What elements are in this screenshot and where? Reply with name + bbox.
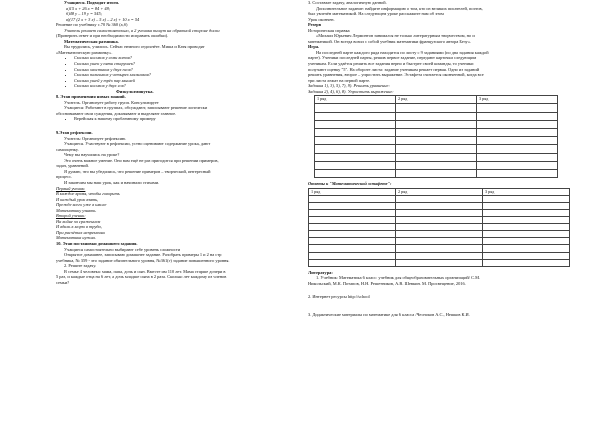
table-cell bbox=[309, 195, 396, 202]
text-line: Учитель решает самостоятельно, а 2 ученика пишут на обратной стороне доски bbox=[64, 27, 220, 33]
table-row bbox=[315, 120, 558, 128]
table-cell bbox=[396, 145, 477, 153]
table-row bbox=[309, 202, 570, 209]
table-cell bbox=[396, 195, 483, 202]
table-cell bbox=[477, 120, 558, 128]
right-column bbox=[308, 0, 576, 424]
table-header-cell: 3 ряд bbox=[483, 188, 570, 195]
table-cell bbox=[309, 224, 396, 231]
table-cell bbox=[396, 112, 477, 120]
poem-speaker: Первый ученик: bbox=[56, 185, 86, 191]
poem-line: В каждое время, чтобы говорить bbox=[56, 191, 120, 197]
table-cell bbox=[477, 104, 558, 112]
table-cell bbox=[396, 153, 477, 161]
table-row bbox=[315, 96, 558, 104]
text-line: Открытое домашнее, записываю домашнее задание. Разобрать примеры 1 и 2 на стр bbox=[64, 252, 222, 258]
table-cell bbox=[396, 104, 477, 112]
table-header-cell: 3 ряд bbox=[477, 96, 558, 104]
table-cell bbox=[315, 129, 396, 137]
table-cell bbox=[483, 245, 570, 252]
table-cell bbox=[315, 169, 396, 177]
table-cell bbox=[483, 259, 570, 266]
table-row bbox=[315, 169, 558, 177]
table-cell bbox=[483, 202, 570, 209]
equation-b: б)48 у – 19 у = 545; bbox=[66, 11, 103, 17]
table-row bbox=[309, 195, 570, 202]
table-cell bbox=[477, 137, 558, 145]
table-cell bbox=[477, 129, 558, 137]
table-row bbox=[309, 224, 570, 231]
table-cell bbox=[309, 217, 396, 224]
table-cell bbox=[315, 161, 396, 169]
table-cell bbox=[483, 217, 570, 224]
text-line: Учитель: Организует рефлексию. bbox=[64, 135, 127, 141]
table-cell bbox=[477, 153, 558, 161]
section-heading: Физкультминутка. bbox=[116, 88, 154, 94]
literature-item: Никольский, М.К. Потапов, Н.Н. Решетников, А.В. Шевкин. М. Просвещение, 2016. bbox=[308, 280, 466, 286]
table-row bbox=[309, 252, 570, 259]
poem-line: На войне за сражением bbox=[56, 218, 101, 224]
text-line: Историческая справка bbox=[308, 27, 350, 33]
list-item: • Сколько хвостиков у двух псов? bbox=[74, 67, 296, 73]
text-line: «Михаил Юрьевич Лермонтов занимался не только литературным творчеством, но и bbox=[316, 33, 475, 39]
table-cell bbox=[396, 224, 483, 231]
text-line: Чему вы научились на уроке? bbox=[64, 152, 120, 158]
table-cell bbox=[315, 153, 396, 161]
text-line: На последней парте каждого ряда находится по листу с 9 заданиями (по два задания каждой bbox=[316, 49, 489, 55]
text-line: обосновывают свои суждения, доказывают и выделяют главное. bbox=[56, 110, 177, 116]
answers-table bbox=[308, 188, 570, 267]
table-cell bbox=[396, 210, 483, 217]
table-header-cell: 1 ряд bbox=[309, 188, 396, 195]
table-cell bbox=[396, 217, 483, 224]
text-line: три листа лежат на первой парте. bbox=[308, 77, 371, 83]
answers-title: Ответы к "Математической эстафете": bbox=[308, 181, 392, 187]
text-line: Это очень важное умение. Оно вам ещё не раз пригодится при решении примеров, bbox=[64, 157, 219, 163]
text-line: самооценку. bbox=[56, 146, 79, 152]
table-cell bbox=[315, 120, 396, 128]
table-row bbox=[315, 153, 558, 161]
text-line: (Проверить ответ и при необходимости исправить ошибки). bbox=[56, 33, 169, 39]
text-line: Я думаю, что вы убедились, что решение примеров – творческий, интересный bbox=[64, 168, 211, 174]
text-line: Учащиеся самостоятельно выбирают себе уровень сложности bbox=[64, 246, 181, 252]
text-line: Вы трудились, учились. Сейчас немного отдохнёте. Миша и Катя проводят bbox=[64, 44, 205, 50]
section-heading: 9.Этап рефлексии. bbox=[56, 130, 93, 136]
text-line: Задания 2), 4), 6), 8). Упростить выражение: bbox=[308, 88, 394, 94]
table-cell bbox=[396, 129, 477, 137]
poem-line: Математика нужна. bbox=[56, 235, 96, 241]
section-heading: 10. Этап постановки домашнего задания. bbox=[56, 240, 138, 246]
table-cell bbox=[396, 202, 483, 209]
poem-speaker: Второй ученик: bbox=[56, 213, 86, 219]
equation-c: в)(17 (2 х + 3 х) – 5 х) – 2 х) + 10 х = 54 bbox=[66, 16, 140, 22]
list-item: • Сколько ушей у трёх пар мышей bbox=[74, 78, 296, 84]
text-line: 5 раз, и каждые отца на 6 лет, а дочь младше сына в 2 раза. Сколько лет каждому из членов bbox=[56, 274, 227, 280]
literature-heading: Литература: bbox=[308, 269, 333, 275]
table-row bbox=[309, 259, 570, 266]
text-line: Учитель. Организует работу групп. Консультирует bbox=[64, 99, 159, 105]
list-item: • Сколько носиков у семи котов? bbox=[74, 55, 296, 61]
table-row bbox=[315, 104, 558, 112]
text-line: 3. Составьте задачу, аналогичную данной. bbox=[308, 0, 387, 5]
table-row bbox=[309, 210, 570, 217]
table-cell bbox=[396, 120, 477, 128]
table-row bbox=[315, 137, 558, 145]
text-line: процесс. bbox=[56, 174, 73, 180]
table-cell bbox=[477, 145, 558, 153]
text-line: математикой. Он всегда возил с собой учебник математики французского автора Безу». bbox=[308, 38, 472, 44]
text-line: И закончим мы наш урок, как и начинали стихами. bbox=[64, 179, 160, 185]
table-cell bbox=[477, 161, 558, 169]
literature-item: 3. Дидактические материалы по математике для 6 класса /Чесноков А.С., Нешков К.И. bbox=[308, 311, 470, 317]
table-cell bbox=[315, 104, 396, 112]
section-heading: Игра. bbox=[308, 44, 320, 50]
table-cell bbox=[483, 210, 570, 217]
left-column bbox=[56, 0, 296, 424]
table-cell bbox=[483, 231, 570, 238]
table-cell bbox=[315, 112, 396, 120]
text-line: ученикам. Если удаётся решить все задания верно и быстрее своей команды, то ученики bbox=[308, 61, 474, 67]
text-line: был увлечён математикой. На следующем уроке расскажите нам об этом bbox=[308, 11, 444, 17]
table-cell bbox=[315, 137, 396, 145]
text-line: Учащиеся. Участвуют в рефлексии, устно оценивают содержание урока, дают bbox=[64, 141, 211, 147]
list-item: • Сколько носиков у двух сов? bbox=[74, 83, 296, 89]
table-row bbox=[315, 112, 558, 120]
text-line: решить уравнения, второе – упростить выражение. Эстафета считается оконченной, когда все bbox=[308, 72, 484, 78]
poem-line: И вдаль к морю в труда, bbox=[56, 224, 102, 230]
section-heading: Резерв bbox=[308, 22, 322, 28]
table-row bbox=[315, 145, 558, 153]
table-cell bbox=[477, 169, 558, 177]
list-item: • Сколько пальчиков у четырех мальчиков? bbox=[74, 72, 296, 78]
table-row bbox=[315, 161, 558, 169]
table-header-cell: 2 ряд bbox=[396, 96, 477, 104]
text-line: Учащиеся. Подводят итоги. bbox=[64, 0, 120, 5]
poem-line: Прежде всего уже в школе bbox=[56, 202, 107, 208]
table-cell bbox=[477, 112, 558, 120]
relay-table bbox=[314, 95, 558, 178]
text-line: Учащиеся: Работают в группах, обсуждают, записывают решение логически bbox=[64, 105, 208, 111]
text-line: парте). Ученики последней парты, решив первое задание, передают карточки следующим bbox=[308, 55, 477, 61]
riddle-list bbox=[56, 55, 296, 88]
table-cell bbox=[483, 195, 570, 202]
table-header-cell: 2 ряд bbox=[396, 188, 483, 195]
text-line: Решение по учебнику с.70 № 360 (а,б) bbox=[56, 22, 128, 28]
table-cell bbox=[396, 137, 477, 145]
text-line: получают оценку "5". На обороте листа: задание ученикам решает первая. Одно из заданий bbox=[308, 66, 480, 72]
section-heading: Математическая разминка. bbox=[64, 38, 119, 44]
table-cell bbox=[396, 161, 477, 169]
text-line: Задания 1), 3), 5), 7), 9). Решить уравнение: bbox=[308, 83, 390, 89]
literature-item: 2. Интернет ресурсы http://school bbox=[308, 294, 370, 300]
poem-line: И каждый урок взять, bbox=[56, 196, 99, 202]
list-item: • Сколько ушек у пяти старушек? bbox=[74, 61, 296, 67]
list-item: • Верейская к нашему проблемному примеру bbox=[74, 116, 296, 122]
table-row bbox=[315, 129, 558, 137]
table-cell bbox=[309, 259, 396, 266]
text-line: 2. Решите задачу. bbox=[64, 263, 97, 269]
table-cell bbox=[309, 231, 396, 238]
equation-a: a)15 х + 26 х = 84 + 48; bbox=[66, 5, 111, 11]
text-line: задач, уравнений. bbox=[56, 163, 89, 169]
section-heading: 8. Этап применения новых знаний. bbox=[56, 94, 126, 100]
text-line: Урок окончен. bbox=[308, 16, 335, 22]
text-line: «Математическую разминку». bbox=[56, 49, 113, 55]
table-cell bbox=[396, 259, 483, 266]
table-header-cell: 1 ряд bbox=[315, 96, 396, 104]
table-cell bbox=[309, 252, 396, 259]
table-cell bbox=[309, 238, 396, 245]
table-row bbox=[309, 188, 570, 195]
text-line: учебника, № 359 - это задание обязательного уровня, №361(г) задание повышенного уровня. bbox=[56, 257, 230, 263]
table-row bbox=[309, 245, 570, 252]
text-line: В семье 4 человека: мама, папа, дочь и сын. Вместе им 110 лет. Мама старше дочери в bbox=[64, 268, 226, 274]
table-cell bbox=[483, 238, 570, 245]
poem-line: При расчётах непременно bbox=[56, 229, 106, 235]
text-line: Дополнительное задание: найдите информацию о том, кто из великих писателей, поэтов, bbox=[316, 5, 483, 11]
table-cell bbox=[309, 202, 396, 209]
poem-line: Математику узнать. bbox=[56, 207, 97, 213]
literature-item: 1. Учебник: Математика 6 класс: учебник для общеобразовательных организаций/ С.М. bbox=[316, 275, 481, 281]
table-cell bbox=[309, 245, 396, 252]
table-cell bbox=[315, 145, 396, 153]
table-cell bbox=[396, 238, 483, 245]
table-cell bbox=[483, 252, 570, 259]
table-cell bbox=[396, 245, 483, 252]
table-cell bbox=[309, 210, 396, 217]
table-row bbox=[309, 217, 570, 224]
table-cell bbox=[396, 252, 483, 259]
table-row bbox=[309, 231, 570, 238]
table-cell bbox=[396, 169, 477, 177]
table-cell bbox=[483, 224, 570, 231]
table-row bbox=[309, 238, 570, 245]
text-line: семьи? bbox=[56, 279, 70, 285]
table-cell bbox=[396, 231, 483, 238]
